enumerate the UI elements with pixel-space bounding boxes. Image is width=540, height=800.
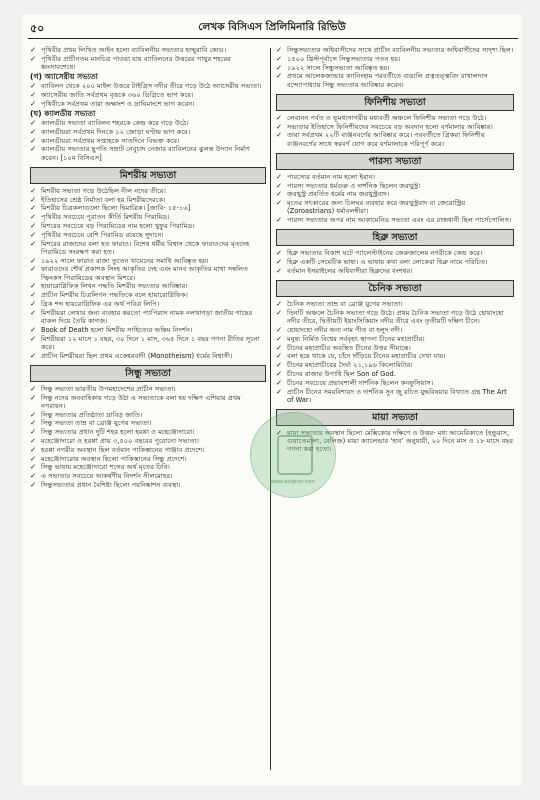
check-icon: ✓: [30, 471, 37, 481]
list-item: [30, 481, 266, 489]
check-icon: ✓: [276, 112, 283, 122]
list-item: [276, 388, 514, 404]
list-item-text: প্রাচীন মিশরীয় চিত্রলিপন পদ্ধতিকে বলে হায়ারোগ্লিফিক।: [41, 291, 188, 300]
list-item: [30, 428, 266, 436]
list-item: [30, 455, 266, 463]
list-item: [30, 100, 266, 108]
chaldea-list: [30, 119, 266, 162]
check-icon: ✓: [30, 307, 37, 317]
check-icon: ✓: [30, 53, 37, 63]
check-icon: ✓: [30, 435, 37, 445]
list-item-text: হায়ারোগ্লিফিক লিখন পদ্ধতি মিশরীয় সভ্যতার আবিষ্কার।: [41, 282, 188, 291]
list-item: [276, 182, 514, 190]
egypt-list: [30, 187, 266, 360]
list-item: [276, 64, 514, 72]
list-item: [30, 145, 266, 161]
list-item: [30, 411, 266, 419]
running-title: লেখক বিসিএস প্রিলিমিনারি রিভিউ: [198, 21, 346, 33]
assyria-heading: (গ) অ্যাসেরীয় সভ্যতা: [30, 72, 98, 82]
list-item-text: মিশরীয়রা ১২ মাসে ১ বছর, ৩০ দিনে ১ মাস, ৩৬৫ দিনে ১ বছর গণনা রীতির সূচনা করে।: [41, 334, 260, 351]
list-item: [276, 249, 514, 257]
list-item: [276, 309, 514, 325]
indus-section-title: সিন্ধু সভ্যতা: [30, 365, 266, 382]
check-icon: ✓: [276, 215, 283, 225]
list-item-text: বলা হয়ে থাকে যে, চাঁদে দাঁড়িয়ে চীনের মহাপ্রাচীর দেখা যায়।: [287, 352, 446, 361]
list-item: [30, 437, 266, 445]
list-item-text: সিন্ধু নদের অববাহিকায় গড়ে উঠা এ সভ্যতাকে বলা হয় দক্ষিণ এশিয়ার প্রথম নগরায়ন।: [41, 393, 241, 410]
list-item-text: হিব্রু একটি সেমেটিক ভাষা। এ ভাষায় কথা বলা লোকেরা হিব্রু নামে পরিচিত।: [287, 258, 488, 267]
list-item: [30, 291, 266, 299]
check-icon: ✓: [276, 171, 283, 181]
list-item-text: মহেঞ্জোদারো ও হরপ্পা প্রায় ৩,৫০০ বছরের পুরোনো সভ্যতা।: [41, 436, 199, 445]
list-item: [30, 55, 266, 71]
check-icon: ✓: [276, 368, 283, 378]
check-icon: ✓: [30, 255, 37, 265]
check-icon: ✓: [30, 350, 37, 360]
list-item-text: ক্যালডীয়রা সর্বপ্রথম সপ্তাহকে সাতদিনে বিভক্ত করে।: [41, 136, 180, 145]
book-page: [22, 14, 522, 786]
check-icon: ✓: [30, 444, 37, 454]
check-icon: ✓: [276, 307, 283, 317]
list-item: [30, 137, 266, 145]
list-item: [30, 419, 266, 427]
list-item-text: ক্যালডীয় সভ্যতা ব্যাবিলন শহরকে কেন্দ্র করে গড়ে উঠে।: [41, 119, 189, 127]
list-item: [30, 446, 266, 454]
check-icon: ✓: [30, 290, 37, 300]
china-list: [276, 300, 514, 404]
list-item-text: ক্যালডীয়রা সর্বপ্রথম দিনকে ১২ জোড়া ঘণ্টায় ভাগ করে।: [41, 127, 191, 136]
list-item: [276, 267, 514, 275]
maya-section-title: মায়া সভ্যতা: [276, 409, 514, 426]
list-item-text: হিব্রু সভ্যতার বিকাশ ঘটে প্যালেস্টাইনের জেরুজালেম নগরীকে কেন্দ্র করে।: [287, 249, 483, 258]
check-icon: ✓: [30, 45, 37, 54]
check-icon: ✓: [30, 212, 37, 222]
list-item-text: হোয়াংহো নদীর অন্য নাম পীত বা হলুদ নদী।: [287, 325, 403, 334]
hebrew-section-title: হিব্রু সভ্যতা: [276, 229, 514, 246]
list-item: [30, 463, 266, 471]
list-item: [30, 213, 266, 221]
list-item-text: চীনের সবচেয়ে প্রভাবশালী দার্শনিক ছিলেন কনফুসিয়াস।: [287, 378, 434, 387]
list-item-text: মনুষ্য নির্মিত বিশ্বের সর্ববৃহৎ স্থাপনা চীনের মহাপ্রাচীর।: [287, 334, 425, 343]
list-item: [30, 46, 266, 54]
check-icon: ✓: [276, 121, 283, 131]
list-item-text: ফারাওদের শৌর্য প্রকাশক সিংহ আকৃতির দেহ এবং মানব আকৃতির মাথা সম্বলিত স্ফিংকস পিরামিডের অবস্থান মিশরে।: [41, 265, 249, 282]
list-item-text: মহেঞ্জোদারোর অবস্থান ছিলো পাকিস্তানের সিন্ধু প্রদেশে।: [41, 454, 187, 463]
list-item: [30, 300, 266, 308]
list-item-text: মিশরীয় চিত্রকলাগুলো ছিলো দ্বিমাত্রিক। [জাবি- ১৫-১৬]: [41, 204, 191, 213]
check-icon: ✓: [276, 377, 283, 387]
check-icon: ✓: [276, 45, 283, 54]
list-item-text: চীনের মহাপ্রাচীর অবস্থিত চীনের উত্তর সীমান্তে।: [287, 343, 411, 352]
list-item-text: ক্যালডীয় সভ্যতার ছুপতি সম্রাট নেবুচাদ নেজার ব্যাবিলনের ঝুলন্ত উদ্যান নির্মাণ করেন। [১০ম বিসিএস]: [41, 145, 250, 162]
list-item-text: পৃথিবীকে সর্বপ্রথম তারা অক্ষাংশ ও দ্রাঘিমাংশে ভাগ করেন।: [41, 99, 195, 108]
check-icon: ✓: [30, 90, 37, 99]
right-column: [276, 46, 514, 454]
list-item: [30, 309, 266, 325]
china-section-title: চৈনিক সভ্যতা: [276, 280, 514, 297]
check-icon: ✓: [276, 324, 283, 334]
list-item-text: পৃথিবীর প্রথম লিখিত আইন হলো ব্যাবিলনীয় সভ্যতার হাম্মুরাবি কোড।: [41, 46, 227, 54]
list-item: [276, 46, 514, 54]
page-header: [22, 14, 522, 40]
book-icon: [277, 435, 313, 475]
check-icon: ✓: [276, 71, 283, 81]
list-item: [276, 123, 514, 131]
list-item-text: লেবানন পর্বত ও ভূমধ্যসাগরীয় মধ্যবর্তী অঞ্চলে ফিনিশীয় সভ্যতা গড়ে উঠে।: [287, 113, 487, 122]
check-icon: ✓: [30, 298, 37, 308]
list-item-text: এ সভ্যতার সবচেয়ে আকর্ষণীয় নিদর্শন সীলমোহর।: [41, 472, 173, 481]
egypt-section-title: মিশরীয় সভ্যতা: [30, 167, 266, 184]
check-icon: ✓: [276, 333, 283, 343]
list-item: [30, 394, 266, 410]
list-item-text: মিশরের রাজাদের বলা হত ফারাও। বিশেষ ধর্মীয় বিশ্বাস থেকে ফারাওদের মৃতদেহ পিরামিডে সংরক্ষণ করা হত।: [41, 239, 250, 256]
list-item-text: ইতিহাসের শ্রেষ্ঠ নির্মাতা বলা হয় মিশরীয়দেরকে।: [41, 195, 166, 204]
persia-list: [276, 173, 514, 225]
check-icon: ✓: [30, 453, 37, 463]
list-item: [30, 282, 266, 290]
check-icon: ✓: [30, 392, 37, 402]
list-item-text: পৃথিবীর সবচেয়ে পুরাতন কীর্তি মিশরীয় পিরামিড।: [41, 213, 170, 222]
check-icon: ✓: [276, 189, 283, 199]
watermark-logo: [250, 412, 336, 498]
check-icon: ✓: [30, 81, 37, 91]
list-item-text: চৈনিক সভ্যতা তাম্র বা ব্রোঞ্জ যুগের সভ্যতা।: [287, 300, 403, 309]
check-icon: ✓: [276, 386, 283, 396]
list-item: [30, 231, 266, 239]
check-icon: ✓: [276, 427, 283, 437]
assyria-list: [30, 82, 266, 108]
list-item: [30, 335, 266, 351]
list-item-text: পারস্য সভ্যতার ধর্মগুরু ও দার্শনিক ছিলেন জরথুস্ট্র।: [287, 181, 421, 190]
check-icon: ✓: [30, 220, 37, 230]
list-item-text: হরপ্পা নগরীর অবস্থান ছিল বর্তমান পাকিস্তানের পাঞ্জাব প্রদেশে।: [41, 445, 205, 454]
check-icon: ✓: [30, 238, 37, 248]
list-item: [30, 472, 266, 480]
check-icon: ✓: [30, 324, 37, 334]
list-item: [30, 82, 266, 90]
list-item-text: ১৫০০ খ্রিস্টপূর্বাব্দে সিন্ধুসভ্যতার পতন হয়।: [287, 54, 401, 63]
header-rule: [28, 38, 518, 39]
check-icon: ✓: [30, 427, 37, 437]
list-item-text: জরথুস্ট্র প্রবর্তিত ধর্মের নাম জরথুস্ট্রবাদ।: [287, 190, 390, 199]
list-item-text: ব্যাবিলন থেকে ২০০ মাইল উত্তরে টাইগ্রিস নদীর তীরে গড়ে উঠে অ্যাসেরীয় সভ্যতা।: [41, 82, 262, 91]
page-number: ৫০: [30, 22, 45, 35]
check-icon: ✓: [30, 462, 37, 472]
check-icon: ✓: [30, 333, 37, 343]
check-icon: ✓: [30, 409, 37, 419]
list-item-text: পৃথিবীর সবচেয়ে বেশি পিরামিড রয়েছে সুদানে।: [41, 230, 164, 239]
check-icon: ✓: [276, 257, 283, 267]
list-item: [276, 352, 514, 360]
list-item-text: তিনটি অঞ্চলে চৈনিক সভ্যতা গড়ে উঠে। প্রথম চৈনিক সভ্যতা গড়ে উঠে হোয়াংহো নদীর তীরে, দ্বিতীয়টি ইয়াংসিকিয়াং নদীর তীরে এবং তৃতীয়টি দক্ষিণ চীনে।: [287, 308, 504, 326]
check-icon: ✓: [30, 281, 37, 291]
check-icon: ✓: [30, 383, 37, 393]
list-item-text: ১৯২২ সালে সিন্ধুসভ্যতা আবিষ্কৃত হয়।: [287, 63, 390, 72]
list-item: [276, 173, 514, 181]
phoenicia-list: [276, 114, 514, 148]
check-icon: ✓: [276, 198, 283, 208]
check-icon: ✓: [30, 126, 37, 136]
list-item: [30, 326, 266, 334]
list-item: [30, 222, 266, 230]
list-item: [276, 216, 514, 224]
list-item-text: চীনের মহাপ্রাচীরের দৈর্ঘ্য ২১,১৯৬ কিলোমিটার।: [287, 361, 413, 370]
list-item-text: মিশরের সবচেয়ে বড় পিরামিডের নাম হলো খুফুর পিরামিড।: [41, 221, 195, 230]
list-item-text: প্রাচীন চীনের সমরবিশারদ ও দার্শনিক সুন জু রচিত যুদ্ধবিষয়ার বিখ্যাত গ্রন্থ The Art of War।: [287, 387, 507, 404]
list-item-text: মিশরীয়রা লেখার জন্য ব্যবহার করতো প্যাপিরাস নামক নলখাগড়া জাতীয় গাছের বাকল দিয়ে তৈরি কাগজ।: [41, 308, 253, 325]
list-item: [30, 257, 266, 265]
list-item-text: সিন্ধু ভাষায় মহেঞ্জোদারো শব্দের অর্থ মৃতের ঢিবি।: [41, 463, 170, 472]
check-icon: ✓: [30, 479, 37, 489]
list-item-text: মায়া সভ্যতার অবস্থান ছিলো মেক্সিকোর দক্ষিণে ও উত্তর- মধ্য আমেরিকাতে (হন্ডুরাস, গুয়াতেমালা, বেলিজ) মায়া ক্যালেন্ডার ‘হাব’ অনুযায়ী, ২০ দিনে মাস ও ১৮ মাসে বছর গণনা করা হতো।: [287, 428, 514, 454]
list-item: [276, 199, 514, 215]
check-icon: ✓: [30, 264, 37, 274]
check-icon: ✓: [30, 98, 37, 108]
list-item: [30, 265, 266, 281]
check-icon: ✓: [276, 265, 283, 275]
list-item-text: প্রথমে আলেকজান্ডার ক্যানিংহাম পরবর্তীতে বাঙালি প্রত্নতত্ত্ববিদ রাখালদাস বন্দ্যোপাধ্যায় সিন্ধু সভ্যতার আবিষ্কার করেন।: [287, 72, 488, 89]
list-item: [276, 258, 514, 266]
list-item: [276, 326, 514, 334]
check-icon: ✓: [30, 118, 37, 127]
list-item-text: তারা সর্বপ্রথম ২২টি ব্যঞ্জনবর্ণের আবিষ্কার করে। পরবর্তীতে গ্রিকরা ফিনিশীয় ব্যঞ্জনবর্ণের সাথে স্বরবর্ণ যোগ করে বর্ণমালাকে পরিপূর্ণ করে।: [287, 131, 485, 148]
check-icon: ✓: [276, 62, 283, 72]
indus-continued-list: [276, 46, 514, 89]
list-item: [276, 72, 514, 88]
list-item-text: পারস্য সভ্যতার অপর নাম আকামেনিড সভ্যতা এবং এর রাজধানী ছিল পার্সেপোলিস।: [287, 216, 512, 225]
list-item-text: ১৯২২ সালে ফারাও রাজা তুতেন খামেনের সমাধি আবিষ্কৃত হয়।: [41, 256, 209, 265]
check-icon: ✓: [276, 130, 283, 140]
check-icon: ✓: [276, 248, 283, 258]
check-icon: ✓: [30, 229, 37, 239]
list-item: [276, 131, 514, 147]
list-item: [276, 300, 514, 308]
list-item: [276, 114, 514, 122]
check-icon: ✓: [276, 351, 283, 361]
phoenicia-section-title: ফিনিশীয় সভ্যতা: [276, 94, 514, 111]
check-icon: ✓: [276, 180, 283, 190]
intro-list: [30, 46, 266, 71]
persia-section-title: পারস্য সভ্যতা: [276, 153, 514, 170]
list-item: [30, 196, 266, 204]
chaldea-heading: (ঘ) ক্যালডীয় সভ্যতা: [30, 109, 96, 118]
list-item-text: সিন্ধু সভ্যতার প্রধান দুটি শহর হলো হরপ্পা ও মহেঞ্জোদারো।: [41, 428, 195, 437]
list-item: [30, 385, 266, 393]
check-icon: ✓: [30, 203, 37, 213]
list-item: [30, 128, 266, 136]
list-item-text: মৃতের সৎকারের জন্য চিলঘর ব্যবহার করে জরথুস্ট্রবাদ বা জেরোস্ট্রিয় (Zoroastrians) ধর্মাবলম্বীরা।: [287, 199, 466, 216]
watermark-text: www.boighor.com: [270, 479, 316, 485]
list-item: [30, 187, 266, 195]
column-divider: [270, 48, 271, 770]
list-item-text: সিন্ধু সভ্যতার প্রতিষ্ঠাতা দ্রাবিড় জাতি।: [41, 410, 143, 419]
check-icon: ✓: [276, 342, 283, 352]
list-item-text: প্রাচীন মিশরীয়রা ছিল প্রথম একেশ্বরবাদী (Monotheism) ধর্মের বিশ্বাসী।: [41, 351, 233, 360]
list-item-text: সভ্যতার ইতিহাসে ফিনিশীয়দের সবচেয়ে বড় অবদান হলো বর্ণমালার আবিষ্কার।: [287, 122, 493, 131]
list-item-text: সিন্ধুসভ্যতার প্রধান বৈশিষ্ট্য ছিলো পয়নিষ্কাশন ব্যবস্থা।: [41, 480, 181, 489]
list-item-text: সিন্ধু সভ্যতা তাম্র বা ব্রোঞ্জ যুগের সভ্যতা।: [41, 419, 152, 428]
check-icon: ✓: [30, 194, 37, 204]
list-item-text: পৃথিবীর প্রাচীনতম মানচিত্র পাওয়া যায় ব্যাবিলনের উত্তরের গাথুর শহরের ধ্বংসাবশেষে।: [41, 54, 231, 71]
list-item: [276, 379, 514, 387]
list-item-text: সিন্ধুসভ্যতার অধিবাসীদের সাথে প্রাচীন ব্যাবিলনীয় সভ্যতার অধিবাসীদের সাদৃশ্য ছিল।: [287, 46, 514, 54]
list-item-text: অ্যাসেরীয় জাতি সর্বপ্রথম বৃত্তকে ৩৬০ ডিগ্রিতে ভাগ করে।: [41, 91, 194, 99]
list-item: [276, 335, 514, 343]
list-item-text: সিন্ধু সভ্যতা ভারতীয় উপমহাদেশের প্রাচীন সভ্যতা।: [41, 384, 176, 393]
list-item: [30, 119, 266, 127]
check-icon: ✓: [276, 360, 283, 370]
list-item: [30, 204, 266, 212]
check-icon: ✓: [30, 418, 37, 428]
list-item: [276, 190, 514, 198]
left-column: [30, 46, 266, 490]
list-item: [276, 370, 514, 378]
list-item: [30, 240, 266, 256]
list-item: [276, 55, 514, 63]
list-item: [30, 91, 266, 99]
check-icon: ✓: [30, 135, 37, 145]
list-item-text: মিশরীয় সভ্যতা গড়ে উঠেছিল নীল নদের তীরে।: [41, 186, 166, 195]
list-item-text: পারস্যের বর্তমান নাম হলো ইরান।: [287, 172, 376, 181]
list-item: [276, 344, 514, 352]
list-item-text: গ্রিক শব্দ হায়রোগ্লিফিক এর অর্থ পবিত্র লিপি।: [41, 299, 160, 308]
check-icon: ✓: [30, 144, 37, 154]
list-item-text: চীনের রাজার উপাধি ছিল Son of God.: [287, 369, 396, 378]
check-icon: ✓: [30, 185, 37, 195]
indus-list: [30, 385, 266, 489]
list-item: [276, 361, 514, 369]
hebrew-list: [276, 249, 514, 275]
list-item-text: বর্তমান ইসরাইলের অধিবাসীরা হিব্রুদের বংশধর।: [287, 266, 413, 275]
check-icon: ✓: [276, 53, 283, 63]
check-icon: ✓: [276, 299, 283, 309]
list-item-text: Book of Death হলো মিশরীয় সাহিত্যের অন্তিম নিদর্শন।: [41, 325, 193, 334]
list-item: [30, 352, 266, 360]
